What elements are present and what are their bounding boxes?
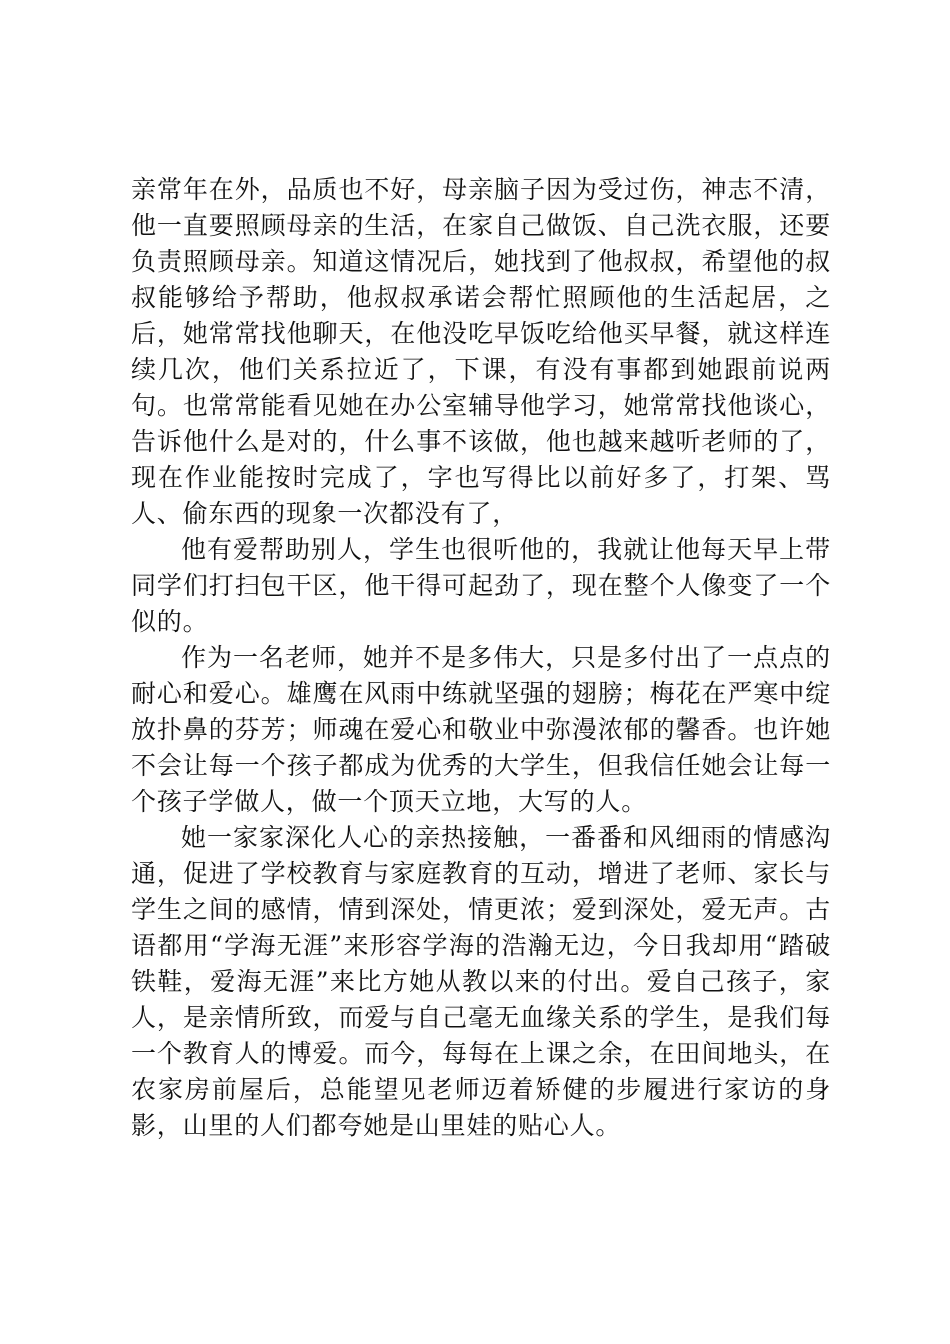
paragraph: 他有爱帮助别人，学生也很听他的，我就让他每天早上带同学们打扫包干区，他干得可起劲了，现在整个人像变了一个似的。 — [131, 535, 831, 636]
paragraph: 作为一名老师，她并不是多伟大，只是多付出了一点点的耐心和爱心。雄鹰在风雨中练就坚强的翅膀；梅花在严寒中绽放扑鼻的芬芳；师魂在爱心和敬业中弥漫浓郁的馨香。也许她不会让每一个孩子都成为优秀的大学生，但我信任她会让每一个孩子学做人，做一个顶天立地，大写的人。 — [131, 643, 831, 816]
document-body — [131, 172, 831, 1144]
paragraph-continuation: 亲常年在外，品质也不好，母亲脑子因为受过伤，神志不清，他一直要照顾母亲的生活，在家自己做饭、自己洗衣服，还要负责照顾母亲。知道这情况后，她找到了他叔叔，希望他的叔叔能够给予帮助，他叔叔承诺会帮忙照顾他的生活起居，之后，她常常找他聊天，在他没吃早饭吃给他买早餐，就这样连续几次，他们关系拉近了，下课，有没有事都到她跟前说两句。也常常能看见她在办公室辅导他学习，她常常找他谈心，告诉他什么是对的，什么事不该做，他也越来越听老师的了，现在作业能按时完成了，字也写得比以前好多了，打架、骂人、偷东西的现象一次都没有了， — [131, 175, 831, 528]
paragraph: 她一家家深化人心的亲热接触，一番番和风细雨的情感沟通，促进了学校教育与家庭教育的互动，增进了老师、家长与学生之间的感情，情到深处，情更浓；爱到深处，爱无声。古语都用“学海无涯”来形容学海的浩瀚无边，今日我却用“踏破铁鞋，爱海无涯”来比方她从教以来的付出。爱自己孩子，家人，是亲情所致，而爱与自己毫无血缘关系的学生，是我们每一个教育人的博爱。而今，每每在上课之余，在田间地头，在农家房前屋后，总能望见老师迈着矫健的步履进行家访的身影，山里的人们都夸她是山里娃的贴心人。 — [131, 823, 831, 1140]
